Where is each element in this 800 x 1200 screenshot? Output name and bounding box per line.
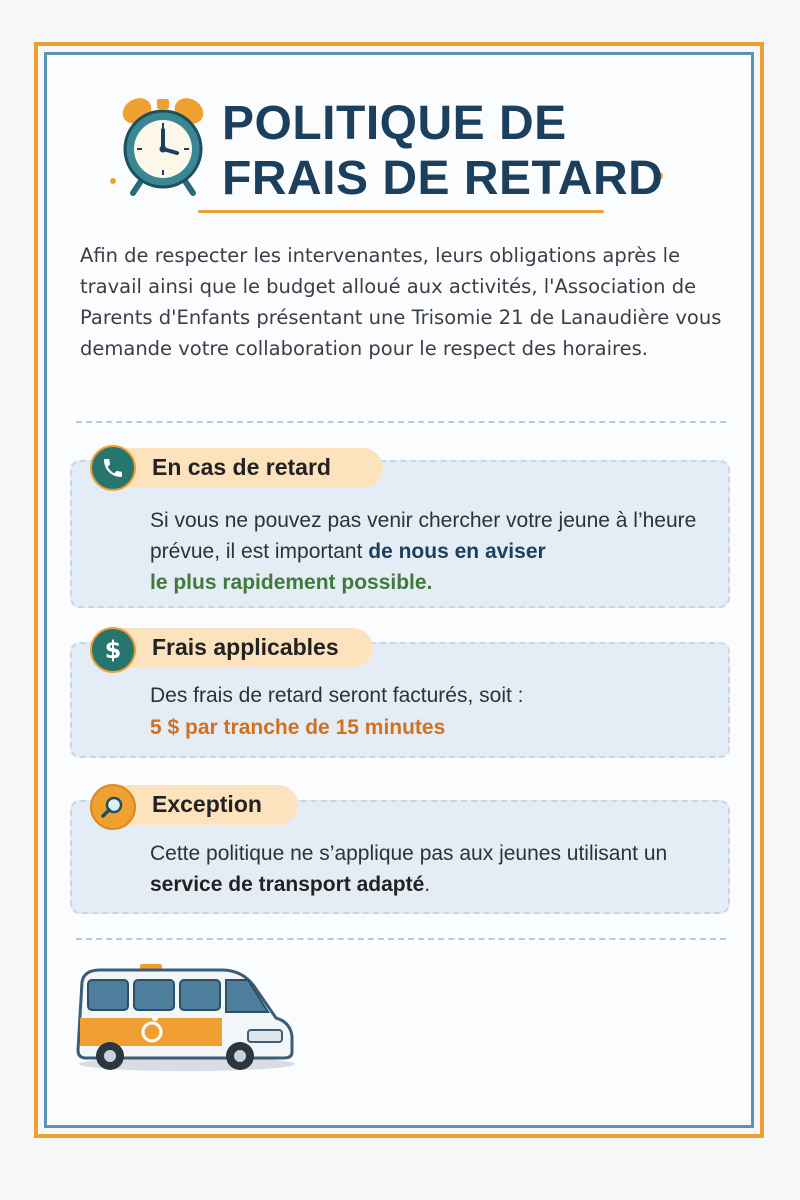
exception-section-text xyxy=(150,838,670,900)
accessible-van-icon xyxy=(72,960,302,1075)
dollar-icon: $ xyxy=(90,627,136,673)
title-line-1: POLITIQUE DE xyxy=(222,97,567,150)
late-text-body: Si vous ne pouvez pas venir chercher votre jeune à l’heure prévue, il est important xyxy=(150,509,697,563)
fees-section-text: Des frais de retard seront facturés, soit : xyxy=(150,684,524,707)
title-underline xyxy=(198,210,604,213)
divider xyxy=(76,421,726,423)
title-line-2: FRAIS DE RETARD xyxy=(222,152,664,205)
late-section-title: En cas de retard xyxy=(152,454,331,480)
late-section-text xyxy=(150,505,710,598)
exception-highlight: service de transport adapté xyxy=(150,873,425,896)
fees-section-title: Frais applicables xyxy=(152,634,339,660)
exception-text-end: . xyxy=(424,873,431,896)
magnifier-icon xyxy=(90,784,136,830)
divider xyxy=(76,938,726,940)
intro-paragraph: Afin de respecter les intervenantes, leurs obligations après le travail ainsi que le budget alloué aux activités, l'Association de Parents d'Enfants présentant une Trisomie 21 de Lanaudière vous demande votre collaboration pour le respect des horaires. xyxy=(80,244,722,360)
fees-amount: 5 $ par tranche de 15 minutes xyxy=(150,716,446,739)
exception-section-title: Exception xyxy=(152,791,262,817)
decor-dot xyxy=(110,178,116,184)
late-highlight-notify: de nous en aviser xyxy=(368,540,546,563)
exception-text-body: Cette politique ne s’applique pas aux jeunes utilisant un xyxy=(150,842,668,865)
alarm-clock-icon xyxy=(115,93,211,197)
phone-icon xyxy=(90,445,136,491)
page-title xyxy=(222,96,663,206)
late-highlight-quickly: le plus rapidement possible. xyxy=(150,571,433,594)
